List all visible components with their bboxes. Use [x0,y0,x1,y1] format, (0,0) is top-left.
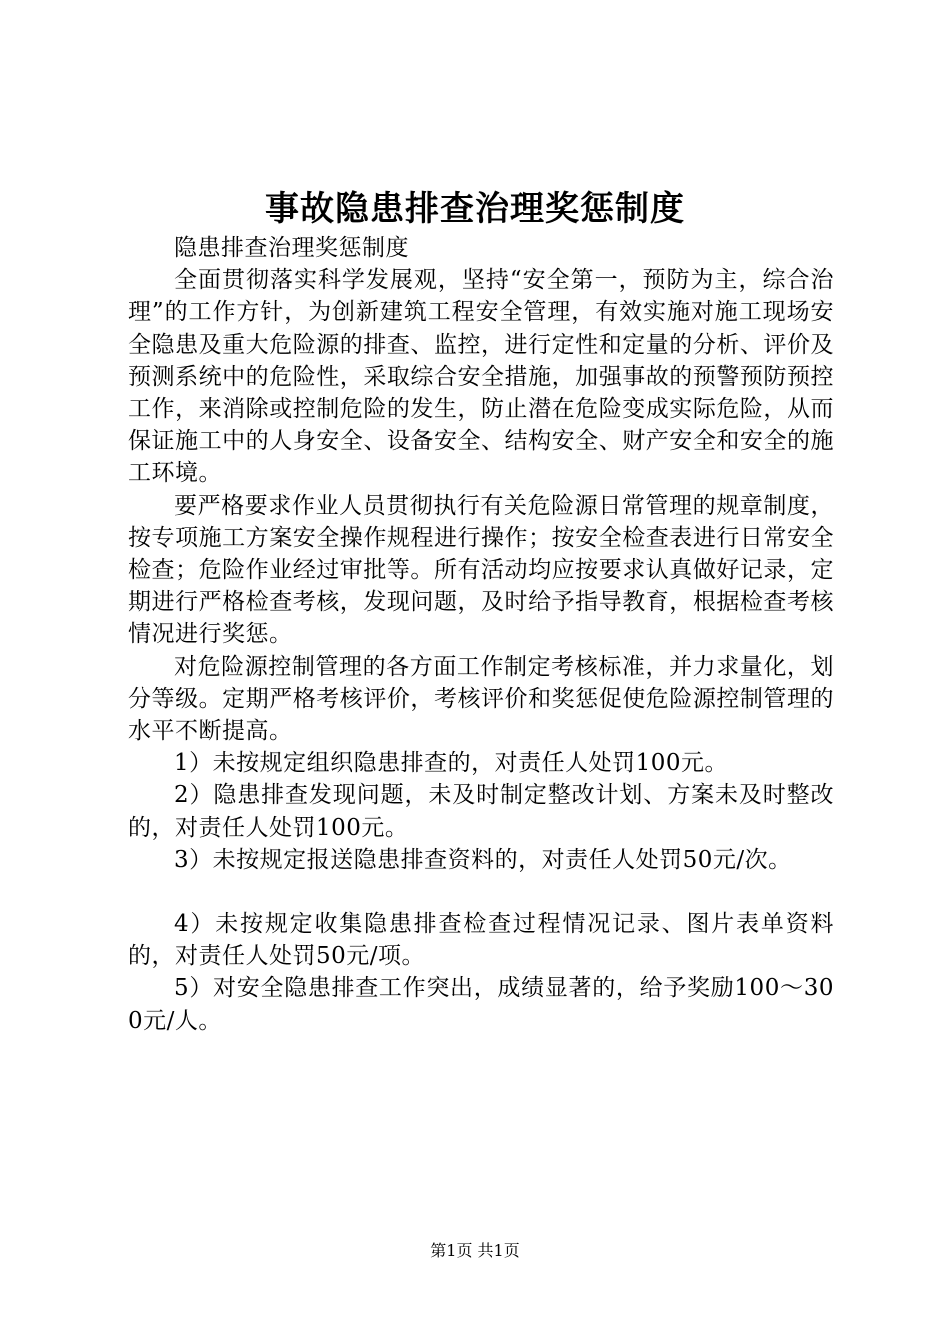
rule-item-4: 4）未按规定收集隐患排查检查过程情况记录、图片表单资料的，对责任人处罚50元/项。 [128,911,834,970]
document-body [128,232,834,1037]
paragraph-requirements: 要严格要求作业人员贯彻执行有关危险源日常管理的规章制度，按专项施工方案安全操作规程进行操作；按安全检查表进行日常安全检查；危险作业经过审批等。所有活动均应按要求认真做好记录，定期进行严格检查考核，发现问题，及时给予指导教育，根据检查考核情况进行奖惩。 [128,492,834,648]
rule-item-2: 2）隐患排查发现问题，未及时制定整改计划、方案未及时整改的，对责任人处罚100元。 [128,782,834,841]
paragraph-subtitle: 隐患排查治理奖惩制度 [174,235,409,261]
rule-item-1: 1）未按规定组织隐患排查的，对责任人处罚100元。 [174,750,729,777]
rule-item-3: 3）未按规定报送隐患排查资料的，对责任人处罚50元/次。 [174,846,792,873]
document-title: 事故隐患排查治理奖惩制度 [265,189,685,229]
rule-item-5: 5）对安全隐患排查工作突出，成绩显著的，给予奖励100～300元/人。 [128,975,834,1034]
paragraph-intro: 全面贯彻落实科学发展观，坚持“安全第一，预防为主，综合治理”的工作方针，为创新建筑工程安全管理，有效实施对施工现场安全隐患及重大危险源的排查、监控，进行定性和定量的分析、评价及预测系统中的危险性，采取综合安全措施，加强事故的预警预防预控工作，来消除或控制危险的发生，防止潜在危险变成实际危险，从而保证施工中的人身安全、设备安全、结构安全、财产安全和安全的施工环境。 [128,267,834,487]
page-footer: 第1页 共1页 [430,1241,520,1260]
paragraph-assessment: 对危险源控制管理的各方面工作制定考核标准，并力求量化，划分等级。定期严格考核评价，考核评价和奖惩促使危险源控制管理的水平不断提高。 [128,653,834,745]
